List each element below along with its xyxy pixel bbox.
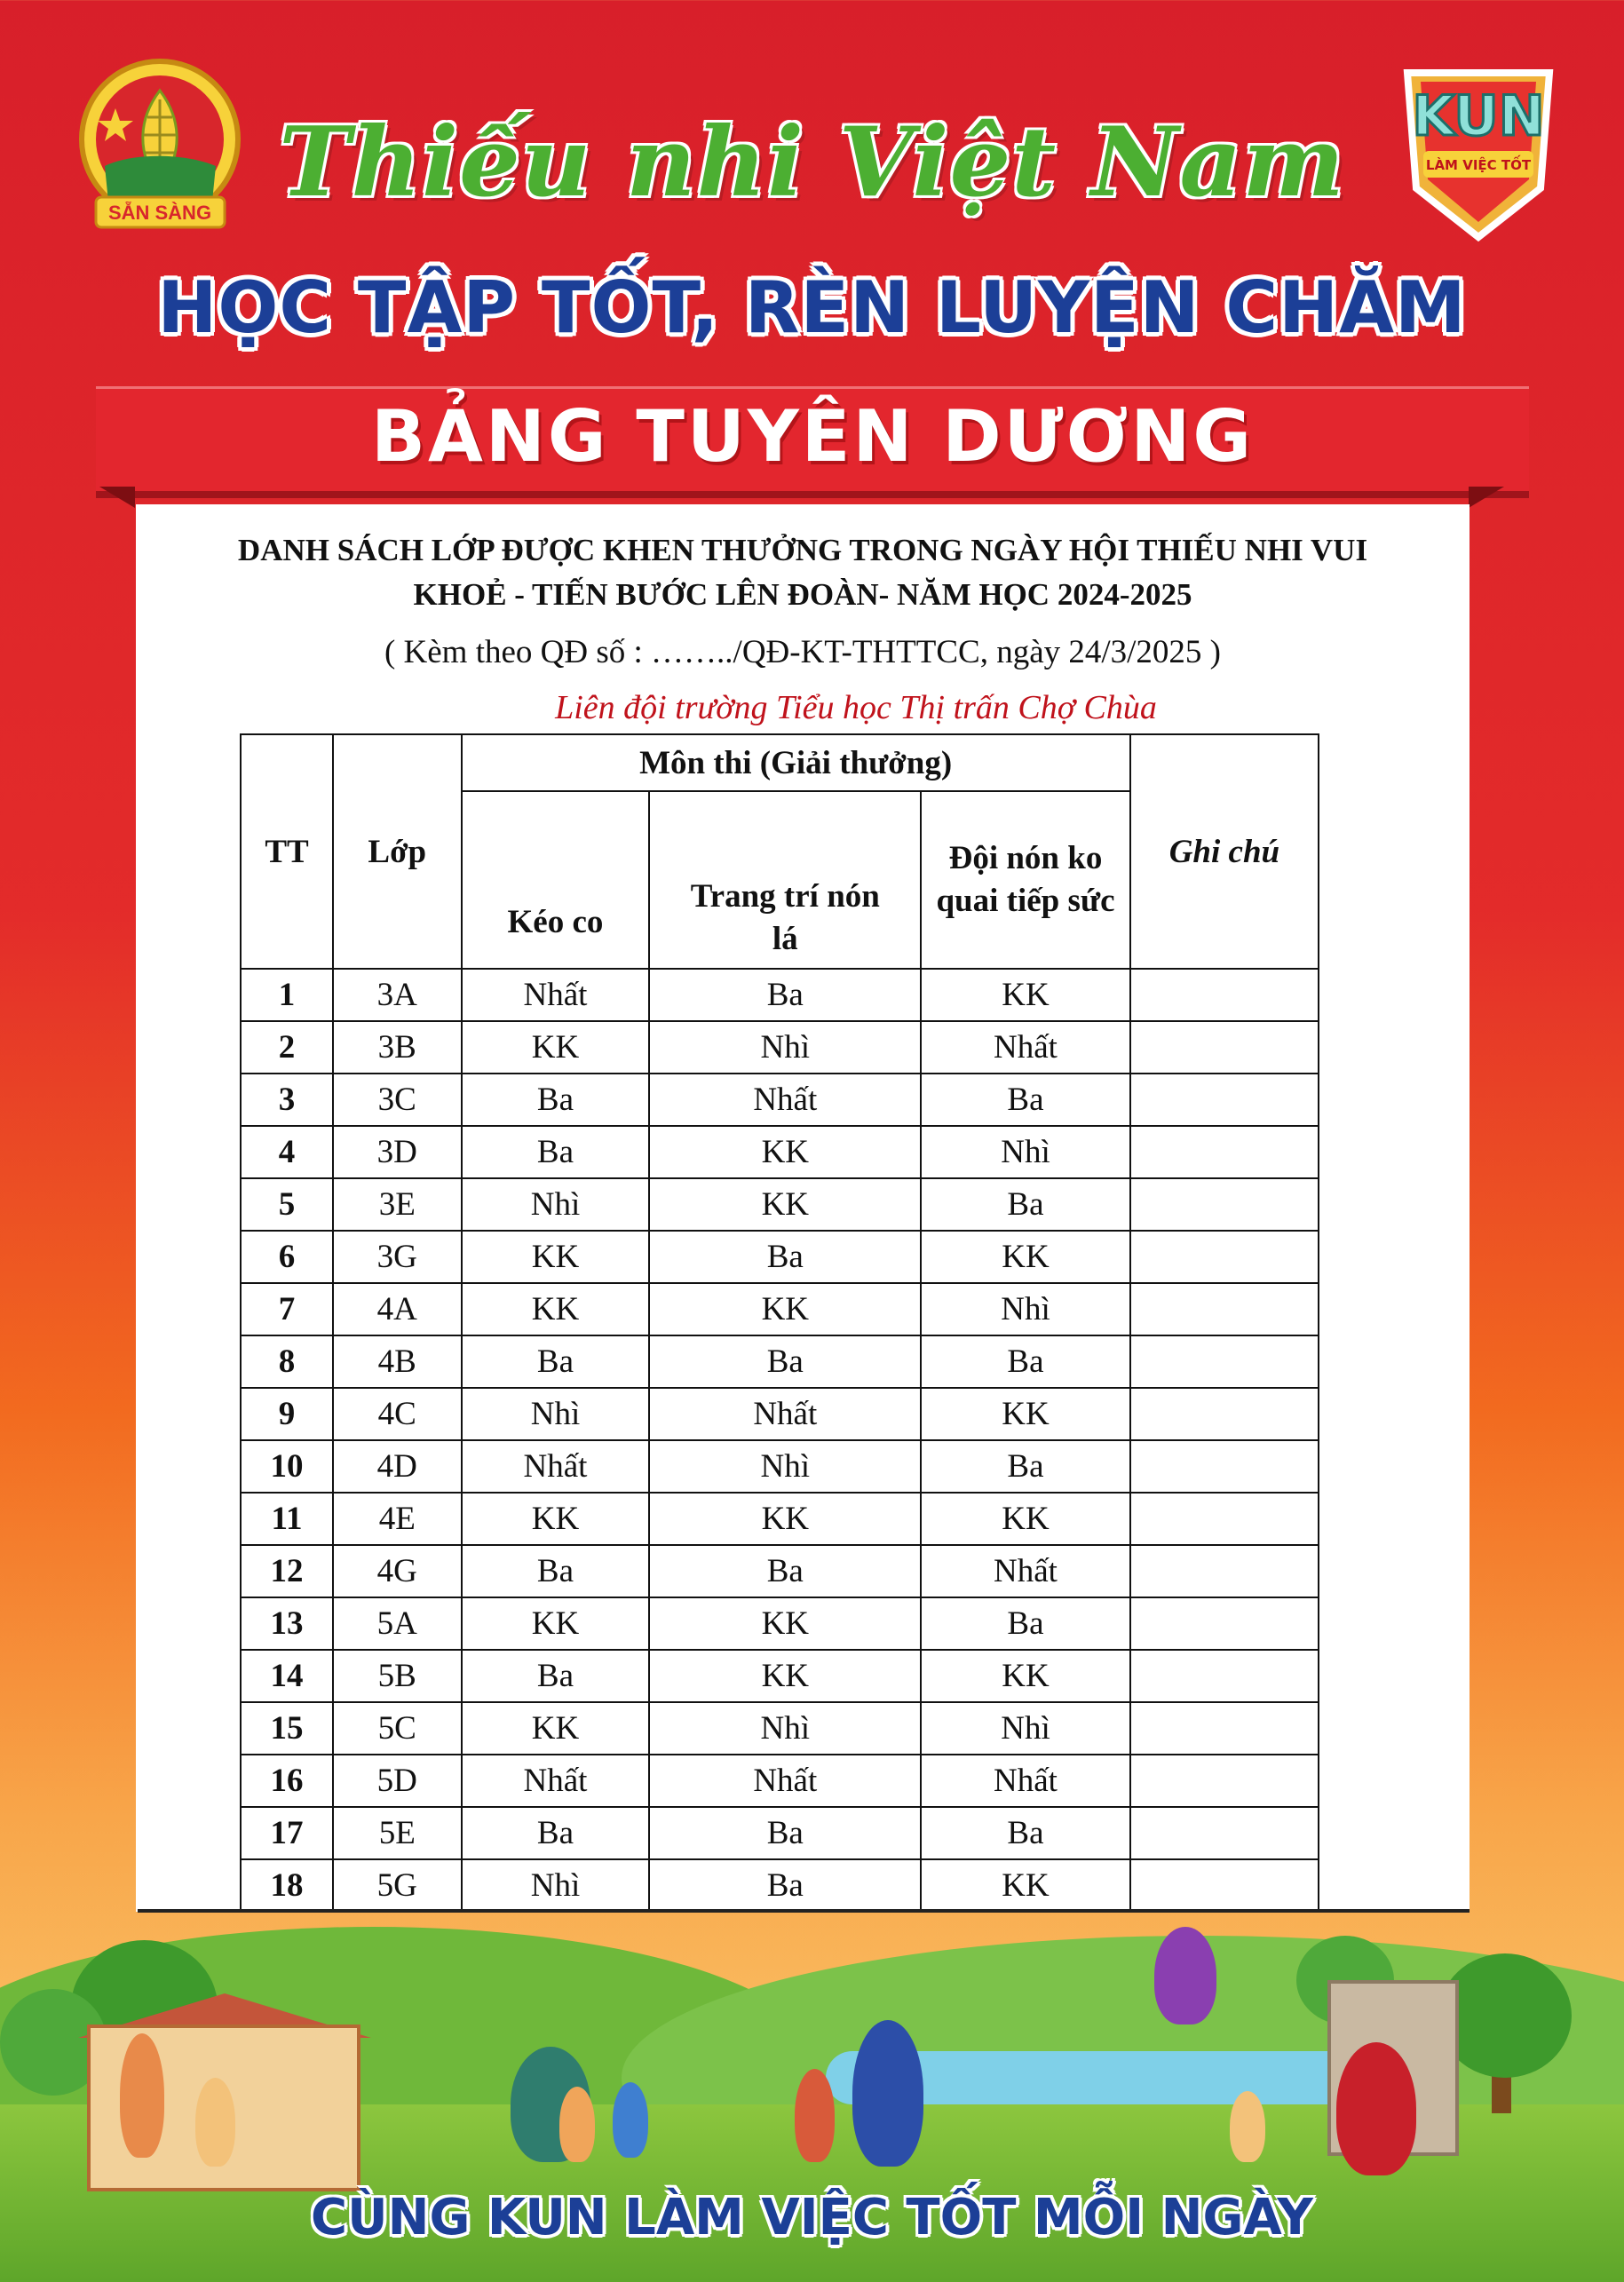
cell-ghi-chu bbox=[1130, 1650, 1319, 1702]
cell-keo-co: Ba bbox=[462, 1126, 650, 1178]
table-row bbox=[241, 1859, 1319, 1912]
cell-lop: 3C bbox=[333, 1074, 461, 1126]
document-unit: Liên đội trường Tiểu học Thị trấn Chợ Chùa bbox=[555, 689, 1157, 726]
table-row bbox=[241, 1021, 1319, 1074]
cell-keo-co: KK bbox=[462, 1702, 650, 1755]
header-doi-non: Đội nón ko quai tiếp sức bbox=[921, 791, 1130, 969]
cell-ghi-chu bbox=[1130, 1283, 1319, 1335]
footer-slogan: CÙNG KUN LÀM VIỆC TỐT MỖI NGÀY bbox=[311, 2189, 1313, 2246]
cell-keo-co: Ba bbox=[462, 1650, 650, 1702]
cell-tt: 11 bbox=[241, 1493, 333, 1545]
cell-trang-tri: Nhì bbox=[649, 1440, 921, 1493]
header-trang-tri: Trang trí nón lá bbox=[649, 791, 921, 969]
cell-doi-non: Ba bbox=[921, 1440, 1130, 1493]
ribbon-title: BẢNG TUYÊN DƯƠNG bbox=[370, 395, 1254, 478]
cell-trang-tri: KK bbox=[649, 1283, 921, 1335]
cell-trang-tri: Nhì bbox=[649, 1021, 921, 1074]
cell-ghi-chu bbox=[1130, 1493, 1319, 1545]
table-row bbox=[241, 969, 1319, 1021]
cell-ghi-chu bbox=[1130, 1178, 1319, 1231]
cell-lop: 5A bbox=[333, 1597, 461, 1650]
kid-figure bbox=[120, 2033, 164, 2158]
kid-figure bbox=[795, 2069, 835, 2162]
table-row bbox=[241, 1807, 1319, 1859]
cell-trang-tri: KK bbox=[649, 1597, 921, 1650]
cell-lop: 3D bbox=[333, 1126, 461, 1178]
cell-trang-tri: KK bbox=[649, 1178, 921, 1231]
cell-doi-non: Ba bbox=[921, 1597, 1130, 1650]
cell-tt: 2 bbox=[241, 1021, 333, 1074]
cell-keo-co: Ba bbox=[462, 1074, 650, 1126]
header-tt: TT bbox=[241, 734, 333, 969]
cell-lop: 5D bbox=[333, 1755, 461, 1807]
cell-trang-tri: KK bbox=[649, 1650, 921, 1702]
cell-keo-co: KK bbox=[462, 1597, 650, 1650]
cell-lop: 4D bbox=[333, 1440, 461, 1493]
cell-ghi-chu bbox=[1130, 1126, 1319, 1178]
cell-ghi-chu bbox=[1130, 969, 1319, 1021]
cell-trang-tri: Ba bbox=[649, 1807, 921, 1859]
slogan-script: Thiếu nhi Việt Nam bbox=[279, 107, 1345, 218]
cell-ghi-chu bbox=[1130, 1021, 1319, 1074]
cell-ghi-chu bbox=[1130, 1702, 1319, 1755]
cell-trang-tri: Nhất bbox=[649, 1755, 921, 1807]
header-lop: Lớp bbox=[333, 734, 461, 969]
cell-tt: 5 bbox=[241, 1178, 333, 1231]
cell-keo-co: Ba bbox=[462, 1545, 650, 1597]
cell-ghi-chu bbox=[1130, 1231, 1319, 1283]
award-table bbox=[240, 733, 1319, 1913]
cell-ghi-chu bbox=[1130, 1807, 1319, 1859]
cell-keo-co: Nhất bbox=[462, 1755, 650, 1807]
header-keo-co: Kéo co bbox=[462, 791, 650, 969]
cell-trang-tri: Ba bbox=[649, 1859, 921, 1912]
cell-tt: 15 bbox=[241, 1702, 333, 1755]
cell-ghi-chu bbox=[1130, 1388, 1319, 1440]
cell-doi-non: KK bbox=[921, 1231, 1130, 1283]
flying-character bbox=[1154, 1927, 1216, 2024]
cell-tt: 14 bbox=[241, 1650, 333, 1702]
cell-tt: 3 bbox=[241, 1074, 333, 1126]
cell-keo-co: KK bbox=[462, 1283, 650, 1335]
cell-doi-non: Ba bbox=[921, 1807, 1130, 1859]
table-row bbox=[241, 1597, 1319, 1650]
cell-trang-tri: KK bbox=[649, 1126, 921, 1178]
table-row bbox=[241, 1545, 1319, 1597]
cell-doi-non: Ba bbox=[921, 1335, 1130, 1388]
cell-ghi-chu bbox=[1130, 1859, 1319, 1912]
table-row bbox=[241, 1388, 1319, 1440]
paper-bottom-rule bbox=[138, 1909, 1470, 1913]
kid-figure bbox=[195, 2078, 235, 2167]
cell-trang-tri: Nhất bbox=[649, 1074, 921, 1126]
cell-ghi-chu bbox=[1130, 1335, 1319, 1388]
table-row bbox=[241, 1440, 1319, 1493]
cell-doi-non: KK bbox=[921, 1388, 1130, 1440]
emblem-text: SẴN SÀNG bbox=[107, 202, 212, 224]
cell-keo-co: Nhì bbox=[462, 1859, 650, 1912]
cell-doi-non: Nhì bbox=[921, 1126, 1130, 1178]
table-row bbox=[241, 1074, 1319, 1126]
cell-doi-non: Nhì bbox=[921, 1702, 1130, 1755]
cell-doi-non: Nhất bbox=[921, 1755, 1130, 1807]
table-row bbox=[241, 1650, 1319, 1702]
table-row bbox=[241, 1493, 1319, 1545]
cell-ghi-chu bbox=[1130, 1074, 1319, 1126]
cell-lop: 5B bbox=[333, 1650, 461, 1702]
kid-figure bbox=[1230, 2091, 1265, 2162]
cell-trang-tri: Nhất bbox=[649, 1388, 921, 1440]
cell-doi-non: KK bbox=[921, 1650, 1130, 1702]
cell-trang-tri: Ba bbox=[649, 1545, 921, 1597]
kun-logo-subtext: LÀM VIỆC TỐT bbox=[1425, 157, 1532, 173]
cell-keo-co: KK bbox=[462, 1021, 650, 1074]
table-row bbox=[241, 1335, 1319, 1388]
table-row bbox=[241, 1755, 1319, 1807]
hero-character bbox=[852, 2020, 923, 2167]
cell-lop: 3A bbox=[333, 969, 461, 1021]
kid-figure bbox=[559, 2087, 595, 2162]
kun-logo-text: KUN bbox=[1412, 83, 1545, 148]
cell-lop: 4C bbox=[333, 1388, 461, 1440]
cell-lop: 5G bbox=[333, 1859, 461, 1912]
cell-tt: 12 bbox=[241, 1545, 333, 1597]
cell-doi-non: KK bbox=[921, 969, 1130, 1021]
cell-lop: 3G bbox=[333, 1231, 461, 1283]
table-row bbox=[241, 1231, 1319, 1283]
cell-doi-non: Ba bbox=[921, 1178, 1130, 1231]
cell-lop: 4B bbox=[333, 1335, 461, 1388]
table-row bbox=[241, 1126, 1319, 1178]
cell-doi-non: Nhì bbox=[921, 1283, 1130, 1335]
slogan-main: HỌC TẬP TỐT, RÈN LUYỆN CHĂM bbox=[157, 266, 1467, 349]
cell-lop: 4A bbox=[333, 1283, 461, 1335]
cell-trang-tri: KK bbox=[649, 1493, 921, 1545]
cell-keo-co: Nhất bbox=[462, 969, 650, 1021]
document-title-line1: DANH SÁCH LỚP ĐƯỢC KHEN THƯỞNG TRONG NGÀY HỘI THIẾU NHI VUI bbox=[237, 533, 1368, 567]
cell-doi-non: KK bbox=[921, 1493, 1130, 1545]
ribbon-tail-left bbox=[99, 487, 135, 508]
cell-doi-non: Nhất bbox=[921, 1021, 1130, 1074]
table-row bbox=[241, 1283, 1319, 1335]
cell-lop: 4E bbox=[333, 1493, 461, 1545]
header-ghi-chu: Ghi chú bbox=[1130, 734, 1319, 969]
cell-tt: 10 bbox=[241, 1440, 333, 1493]
cell-tt: 9 bbox=[241, 1388, 333, 1440]
cell-trang-tri: Ba bbox=[649, 1231, 921, 1283]
cell-lop: 3B bbox=[333, 1021, 461, 1074]
cell-lop: 5E bbox=[333, 1807, 461, 1859]
cell-keo-co: Ba bbox=[462, 1807, 650, 1859]
cell-keo-co: Nhì bbox=[462, 1388, 650, 1440]
cell-keo-co: Nhì bbox=[462, 1178, 650, 1231]
cell-ghi-chu bbox=[1130, 1440, 1319, 1493]
cell-keo-co: Nhất bbox=[462, 1440, 650, 1493]
cell-tt: 1 bbox=[241, 969, 333, 1021]
cell-tt: 16 bbox=[241, 1755, 333, 1807]
table-row bbox=[241, 1178, 1319, 1231]
cell-tt: 7 bbox=[241, 1283, 333, 1335]
cell-ghi-chu bbox=[1130, 1597, 1319, 1650]
cell-doi-non: KK bbox=[921, 1859, 1130, 1912]
cell-tt: 17 bbox=[241, 1807, 333, 1859]
document-decision: ( Kèm theo QĐ số : ……../QĐ-KT-THTTCC, ngày 24/3/2025 ) bbox=[384, 634, 1222, 670]
document-title-line2: KHOẺ - TIẾN BƯỚC LÊN ĐOÀN- NĂM HỌC 2024-2025 bbox=[413, 577, 1192, 612]
cell-keo-co: KK bbox=[462, 1493, 650, 1545]
cell-trang-tri: Ba bbox=[649, 969, 921, 1021]
cell-tt: 6 bbox=[241, 1231, 333, 1283]
table-row bbox=[241, 1702, 1319, 1755]
cell-tt: 18 bbox=[241, 1859, 333, 1912]
cell-lop: 3E bbox=[333, 1178, 461, 1231]
cell-keo-co: KK bbox=[462, 1231, 650, 1283]
cell-ghi-chu bbox=[1130, 1545, 1319, 1597]
cell-tt: 8 bbox=[241, 1335, 333, 1388]
cell-tt: 4 bbox=[241, 1126, 333, 1178]
ribbon-tail-right bbox=[1469, 487, 1504, 508]
cell-trang-tri: Nhì bbox=[649, 1702, 921, 1755]
cell-lop: 5C bbox=[333, 1702, 461, 1755]
cell-doi-non: Ba bbox=[921, 1074, 1130, 1126]
header-mon-thi: Môn thi (Giải thưởng) bbox=[462, 734, 1130, 791]
kid-figure bbox=[613, 2082, 648, 2158]
cell-lop: 4G bbox=[333, 1545, 461, 1597]
robot-character bbox=[1336, 2042, 1416, 2175]
cell-doi-non: Nhất bbox=[921, 1545, 1130, 1597]
cell-ghi-chu bbox=[1130, 1755, 1319, 1807]
cell-tt: 13 bbox=[241, 1597, 333, 1650]
cell-trang-tri: Ba bbox=[649, 1335, 921, 1388]
cell-keo-co: Ba bbox=[462, 1335, 650, 1388]
